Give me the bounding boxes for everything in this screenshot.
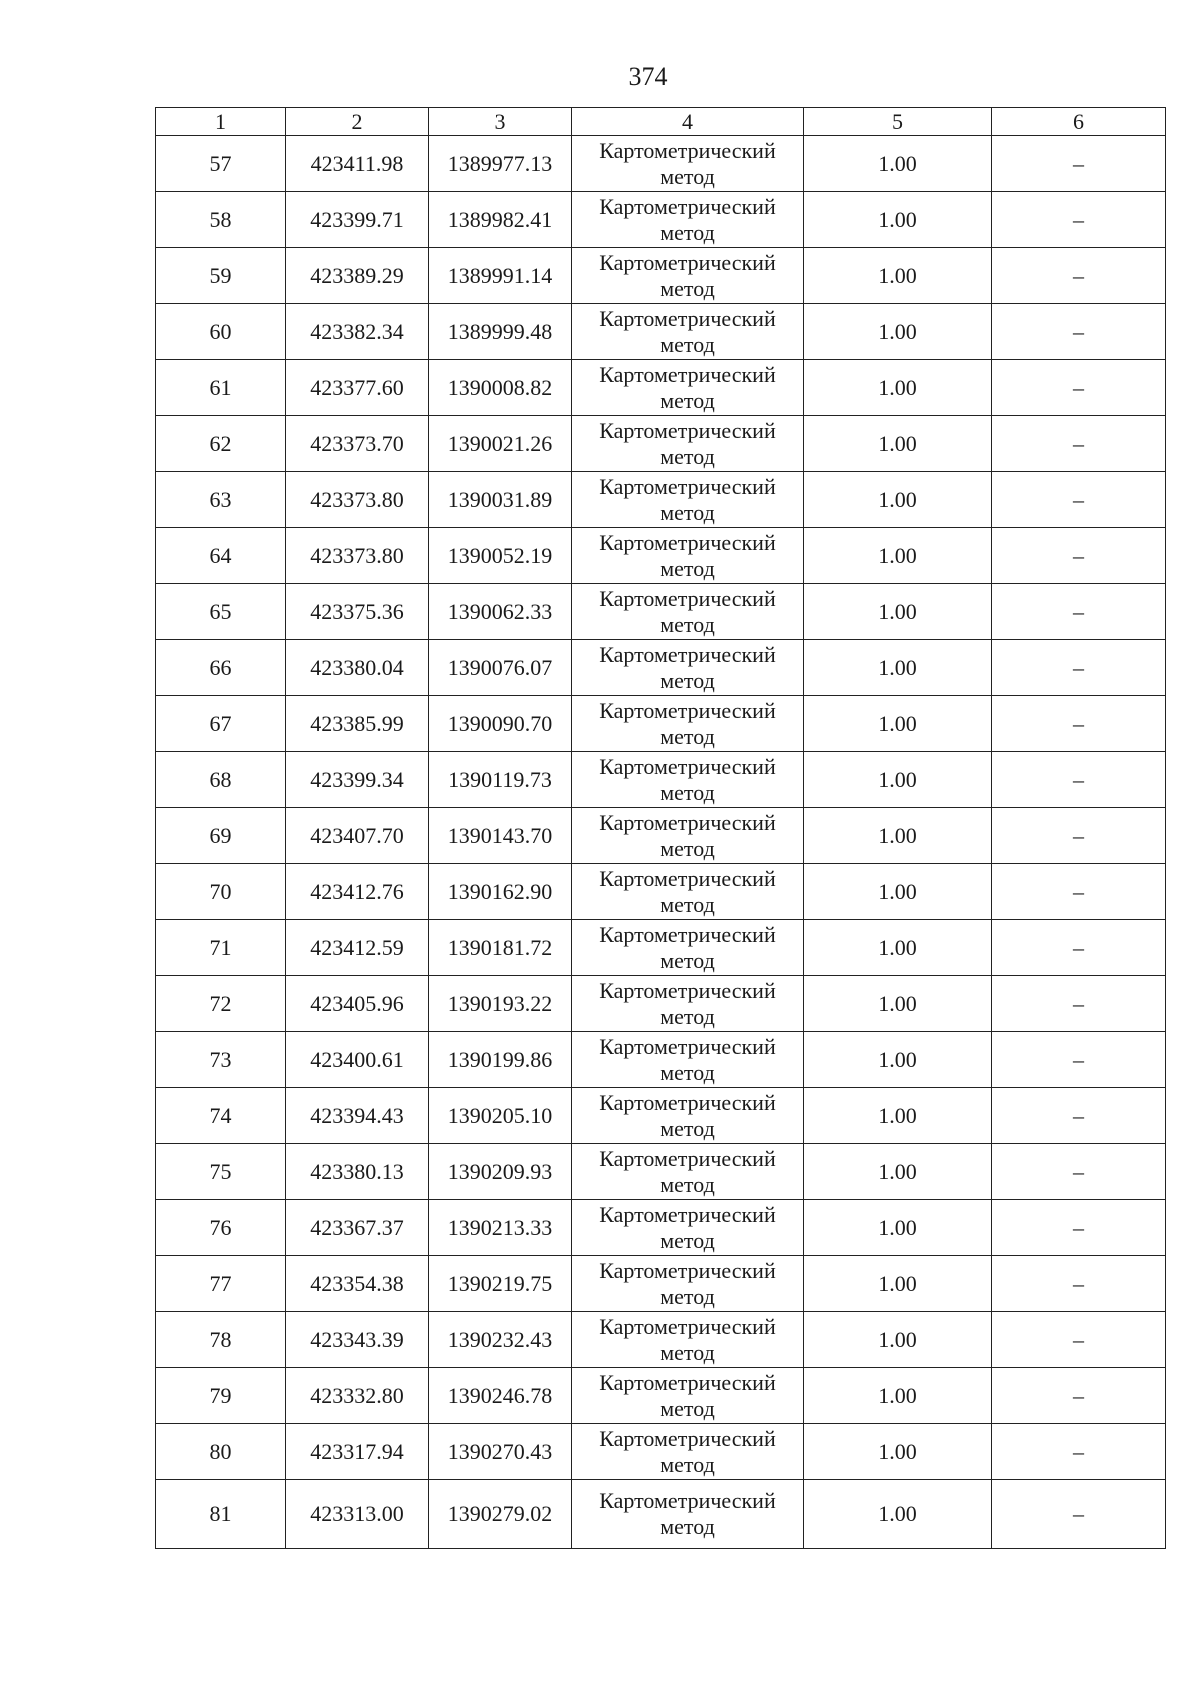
accuracy-cell: 1.00 — [804, 1032, 992, 1088]
x-coordinate-cell: 423373.80 — [286, 528, 429, 584]
accuracy-cell: 1.00 — [804, 472, 992, 528]
method-cell — [572, 248, 804, 304]
x-coordinate-cell: 423389.29 — [286, 248, 429, 304]
note-cell: – — [992, 1256, 1166, 1312]
x-coordinate-cell: 423317.94 — [286, 1424, 429, 1480]
point-number-cell: 75 — [156, 1144, 286, 1200]
y-coordinate-cell: 1390021.26 — [429, 416, 572, 472]
note-cell: – — [992, 528, 1166, 584]
header-col-1: 1 — [156, 108, 286, 136]
method-cell — [572, 1480, 804, 1549]
method-cell — [572, 528, 804, 584]
point-number-cell: 67 — [156, 696, 286, 752]
point-number-cell: 64 — [156, 528, 286, 584]
method-line-1: Картометрический — [599, 417, 776, 443]
method-line-2: метод — [660, 947, 715, 973]
table-row — [156, 584, 1166, 640]
y-coordinate-cell: 1390119.73 — [429, 752, 572, 808]
point-number-cell: 63 — [156, 472, 286, 528]
note-cell: – — [992, 1032, 1166, 1088]
accuracy-cell: 1.00 — [804, 416, 992, 472]
method-line-1: Картометрический — [599, 305, 776, 331]
point-number-cell: 81 — [156, 1480, 286, 1549]
accuracy-cell: 1.00 — [804, 1424, 992, 1480]
method-cell — [572, 304, 804, 360]
x-coordinate-cell: 423367.37 — [286, 1200, 429, 1256]
table-row — [156, 1200, 1166, 1256]
table-body — [156, 136, 1166, 1549]
method-cell — [572, 808, 804, 864]
x-coordinate-cell: 423382.34 — [286, 304, 429, 360]
x-coordinate-cell: 423373.70 — [286, 416, 429, 472]
method-line-1: Картометрический — [599, 1313, 776, 1339]
method-line-2: метод — [660, 891, 715, 917]
x-coordinate-cell: 423375.36 — [286, 584, 429, 640]
point-number-cell: 58 — [156, 192, 286, 248]
x-coordinate-cell: 423343.39 — [286, 1312, 429, 1368]
method-line-2: метод — [660, 1514, 715, 1539]
method-cell — [572, 136, 804, 192]
method-cell — [572, 1032, 804, 1088]
method-cell — [572, 920, 804, 976]
x-coordinate-cell: 423354.38 — [286, 1256, 429, 1312]
method-cell — [572, 640, 804, 696]
method-cell — [572, 864, 804, 920]
table-row — [156, 1256, 1166, 1312]
method-line-2: метод — [660, 835, 715, 861]
method-line-1: Картометрический — [599, 697, 776, 723]
table-row — [156, 640, 1166, 696]
method-line-2: метод — [660, 1171, 715, 1197]
method-line-2: метод — [660, 1339, 715, 1365]
method-cell — [572, 416, 804, 472]
accuracy-cell: 1.00 — [804, 1312, 992, 1368]
point-number-cell: 68 — [156, 752, 286, 808]
header-col-2: 2 — [286, 108, 429, 136]
method-line-1: Картометрический — [599, 921, 776, 947]
method-line-1: Картометрический — [599, 585, 776, 611]
method-line-1: Картометрический — [599, 193, 776, 219]
note-cell: – — [992, 136, 1166, 192]
note-cell: – — [992, 864, 1166, 920]
x-coordinate-cell: 423399.34 — [286, 752, 429, 808]
point-number-cell: 66 — [156, 640, 286, 696]
method-line-2: метод — [660, 1227, 715, 1253]
point-number-cell: 59 — [156, 248, 286, 304]
accuracy-cell: 1.00 — [804, 864, 992, 920]
accuracy-cell: 1.00 — [804, 1144, 992, 1200]
y-coordinate-cell: 1390205.10 — [429, 1088, 572, 1144]
x-coordinate-cell: 423405.96 — [286, 976, 429, 1032]
note-cell: – — [992, 920, 1166, 976]
method-line-1: Картометрический — [599, 1089, 776, 1115]
point-number-cell: 60 — [156, 304, 286, 360]
table-row — [156, 696, 1166, 752]
note-cell: – — [992, 1312, 1166, 1368]
method-line-2: метод — [660, 443, 715, 469]
x-coordinate-cell: 423412.59 — [286, 920, 429, 976]
x-coordinate-cell: 423380.13 — [286, 1144, 429, 1200]
method-line-1: Картометрический — [599, 249, 776, 275]
accuracy-cell: 1.00 — [804, 1200, 992, 1256]
method-line-1: Картометрический — [599, 473, 776, 499]
y-coordinate-cell: 1390213.33 — [429, 1200, 572, 1256]
point-number-cell: 76 — [156, 1200, 286, 1256]
accuracy-cell: 1.00 — [804, 1088, 992, 1144]
table-row — [156, 1312, 1166, 1368]
method-line-2: метод — [660, 331, 715, 357]
note-cell: – — [992, 416, 1166, 472]
method-line-1: Картометрический — [599, 809, 776, 835]
method-line-1: Картометрический — [599, 753, 776, 779]
table-row — [156, 808, 1166, 864]
accuracy-cell: 1.00 — [804, 248, 992, 304]
method-line-1: Картометрический — [599, 1488, 776, 1513]
method-cell — [572, 360, 804, 416]
x-coordinate-cell: 423407.70 — [286, 808, 429, 864]
table-row — [156, 248, 1166, 304]
method-line-1: Картометрический — [599, 137, 776, 163]
point-number-cell: 65 — [156, 584, 286, 640]
method-line-2: метод — [660, 1115, 715, 1141]
y-coordinate-cell: 1389982.41 — [429, 192, 572, 248]
method-line-2: метод — [660, 723, 715, 749]
point-number-cell: 69 — [156, 808, 286, 864]
note-cell: – — [992, 192, 1166, 248]
point-number-cell: 61 — [156, 360, 286, 416]
method-line-2: метод — [660, 779, 715, 805]
accuracy-cell: 1.00 — [804, 976, 992, 1032]
x-coordinate-cell: 423377.60 — [286, 360, 429, 416]
note-cell: – — [992, 1144, 1166, 1200]
x-coordinate-cell: 423313.00 — [286, 1480, 429, 1549]
point-number-cell: 70 — [156, 864, 286, 920]
point-number-cell: 74 — [156, 1088, 286, 1144]
note-cell: – — [992, 1480, 1166, 1549]
accuracy-cell: 1.00 — [804, 1368, 992, 1424]
method-cell — [572, 1368, 804, 1424]
table-row — [156, 752, 1166, 808]
table-row — [156, 1032, 1166, 1088]
method-line-2: метод — [660, 219, 715, 245]
accuracy-cell: 1.00 — [804, 304, 992, 360]
table-row — [156, 528, 1166, 584]
table-row — [156, 1088, 1166, 1144]
table-row — [156, 976, 1166, 1032]
table-row — [156, 192, 1166, 248]
y-coordinate-cell: 1390008.82 — [429, 360, 572, 416]
y-coordinate-cell: 1390199.86 — [429, 1032, 572, 1088]
note-cell: – — [992, 472, 1166, 528]
method-line-2: метод — [660, 667, 715, 693]
method-line-1: Картометрический — [599, 1369, 776, 1395]
method-line-2: метод — [660, 499, 715, 525]
accuracy-cell: 1.00 — [804, 696, 992, 752]
point-number-cell: 79 — [156, 1368, 286, 1424]
method-cell — [572, 1144, 804, 1200]
note-cell: – — [992, 1368, 1166, 1424]
y-coordinate-cell: 1390031.89 — [429, 472, 572, 528]
x-coordinate-cell: 423394.43 — [286, 1088, 429, 1144]
y-coordinate-cell: 1390193.22 — [429, 976, 572, 1032]
y-coordinate-cell: 1390181.72 — [429, 920, 572, 976]
table-row — [156, 360, 1166, 416]
method-line-2: метод — [660, 163, 715, 189]
accuracy-cell: 1.00 — [804, 528, 992, 584]
method-line-2: метод — [660, 1003, 715, 1029]
accuracy-cell: 1.00 — [804, 192, 992, 248]
method-cell — [572, 1088, 804, 1144]
method-cell — [572, 752, 804, 808]
y-coordinate-cell: 1390246.78 — [429, 1368, 572, 1424]
y-coordinate-cell: 1390209.93 — [429, 1144, 572, 1200]
y-coordinate-cell: 1389977.13 — [429, 136, 572, 192]
method-line-2: метод — [660, 555, 715, 581]
x-coordinate-cell: 423332.80 — [286, 1368, 429, 1424]
y-coordinate-cell: 1390232.43 — [429, 1312, 572, 1368]
table-row — [156, 304, 1166, 360]
method-line-2: метод — [660, 1059, 715, 1085]
y-coordinate-cell: 1390143.70 — [429, 808, 572, 864]
method-cell — [572, 192, 804, 248]
header-col-3: 3 — [429, 108, 572, 136]
method-line-1: Картометрический — [599, 865, 776, 891]
note-cell: – — [992, 640, 1166, 696]
accuracy-cell: 1.00 — [804, 808, 992, 864]
y-coordinate-cell: 1390219.75 — [429, 1256, 572, 1312]
point-number-cell: 77 — [156, 1256, 286, 1312]
method-cell — [572, 696, 804, 752]
y-coordinate-cell: 1389991.14 — [429, 248, 572, 304]
table-row — [156, 1480, 1166, 1549]
coordinates-table — [155, 107, 1166, 1549]
method-cell — [572, 1424, 804, 1480]
point-number-cell: 80 — [156, 1424, 286, 1480]
table-row — [156, 1368, 1166, 1424]
method-line-2: метод — [660, 611, 715, 637]
method-line-2: метод — [660, 1451, 715, 1477]
point-number-cell: 78 — [156, 1312, 286, 1368]
accuracy-cell: 1.00 — [804, 584, 992, 640]
note-cell: – — [992, 248, 1166, 304]
x-coordinate-cell: 423411.98 — [286, 136, 429, 192]
method-line-1: Картометрический — [599, 1145, 776, 1171]
table-row — [156, 1144, 1166, 1200]
method-line-1: Картометрический — [599, 529, 776, 555]
note-cell: – — [992, 584, 1166, 640]
x-coordinate-cell: 423373.80 — [286, 472, 429, 528]
point-number-cell: 57 — [156, 136, 286, 192]
note-cell: – — [992, 696, 1166, 752]
note-cell: – — [992, 1088, 1166, 1144]
y-coordinate-cell: 1390076.07 — [429, 640, 572, 696]
method-line-2: метод — [660, 387, 715, 413]
method-line-2: метод — [660, 1395, 715, 1421]
table-row — [156, 136, 1166, 192]
accuracy-cell: 1.00 — [804, 640, 992, 696]
method-line-2: метод — [660, 275, 715, 301]
table-row — [156, 920, 1166, 976]
note-cell: – — [992, 1424, 1166, 1480]
method-line-1: Картометрический — [599, 1033, 776, 1059]
y-coordinate-cell: 1390052.19 — [429, 528, 572, 584]
table-row — [156, 1424, 1166, 1480]
method-line-2: метод — [660, 1283, 715, 1309]
y-coordinate-cell: 1390162.90 — [429, 864, 572, 920]
x-coordinate-cell: 423400.61 — [286, 1032, 429, 1088]
method-cell — [572, 976, 804, 1032]
header-col-6: 6 — [992, 108, 1166, 136]
y-coordinate-cell: 1390062.33 — [429, 584, 572, 640]
method-line-1: Картометрический — [599, 1201, 776, 1227]
point-number-cell: 72 — [156, 976, 286, 1032]
accuracy-cell: 1.00 — [804, 1256, 992, 1312]
method-line-1: Картометрический — [599, 1257, 776, 1283]
method-cell — [572, 584, 804, 640]
point-number-cell: 71 — [156, 920, 286, 976]
note-cell: – — [992, 752, 1166, 808]
x-coordinate-cell: 423380.04 — [286, 640, 429, 696]
page-number: 374 — [628, 62, 668, 91]
method-cell — [572, 1312, 804, 1368]
accuracy-cell: 1.00 — [804, 1480, 992, 1549]
note-cell: – — [992, 360, 1166, 416]
method-cell — [572, 472, 804, 528]
note-cell: – — [992, 808, 1166, 864]
table-row — [156, 864, 1166, 920]
method-line-1: Картометрический — [599, 977, 776, 1003]
method-line-1: Картометрический — [599, 1425, 776, 1451]
accuracy-cell: 1.00 — [804, 920, 992, 976]
x-coordinate-cell: 423412.76 — [286, 864, 429, 920]
table-row — [156, 472, 1166, 528]
accuracy-cell: 1.00 — [804, 752, 992, 808]
method-line-1: Картометрический — [599, 641, 776, 667]
accuracy-cell: 1.00 — [804, 136, 992, 192]
table-header — [156, 108, 1166, 136]
table-row — [156, 416, 1166, 472]
note-cell: – — [992, 1200, 1166, 1256]
point-number-cell: 73 — [156, 1032, 286, 1088]
y-coordinate-cell: 1389999.48 — [429, 304, 572, 360]
note-cell: – — [992, 976, 1166, 1032]
accuracy-cell: 1.00 — [804, 360, 992, 416]
y-coordinate-cell: 1390270.43 — [429, 1424, 572, 1480]
header-col-5: 5 — [804, 108, 992, 136]
method-cell — [572, 1256, 804, 1312]
method-cell — [572, 1200, 804, 1256]
y-coordinate-cell: 1390279.02 — [429, 1480, 572, 1549]
x-coordinate-cell: 423399.71 — [286, 192, 429, 248]
y-coordinate-cell: 1390090.70 — [429, 696, 572, 752]
x-coordinate-cell: 423385.99 — [286, 696, 429, 752]
method-line-1: Картометрический — [599, 361, 776, 387]
header-col-4: 4 — [572, 108, 804, 136]
header-row — [156, 108, 1166, 136]
point-number-cell: 62 — [156, 416, 286, 472]
note-cell: – — [992, 304, 1166, 360]
